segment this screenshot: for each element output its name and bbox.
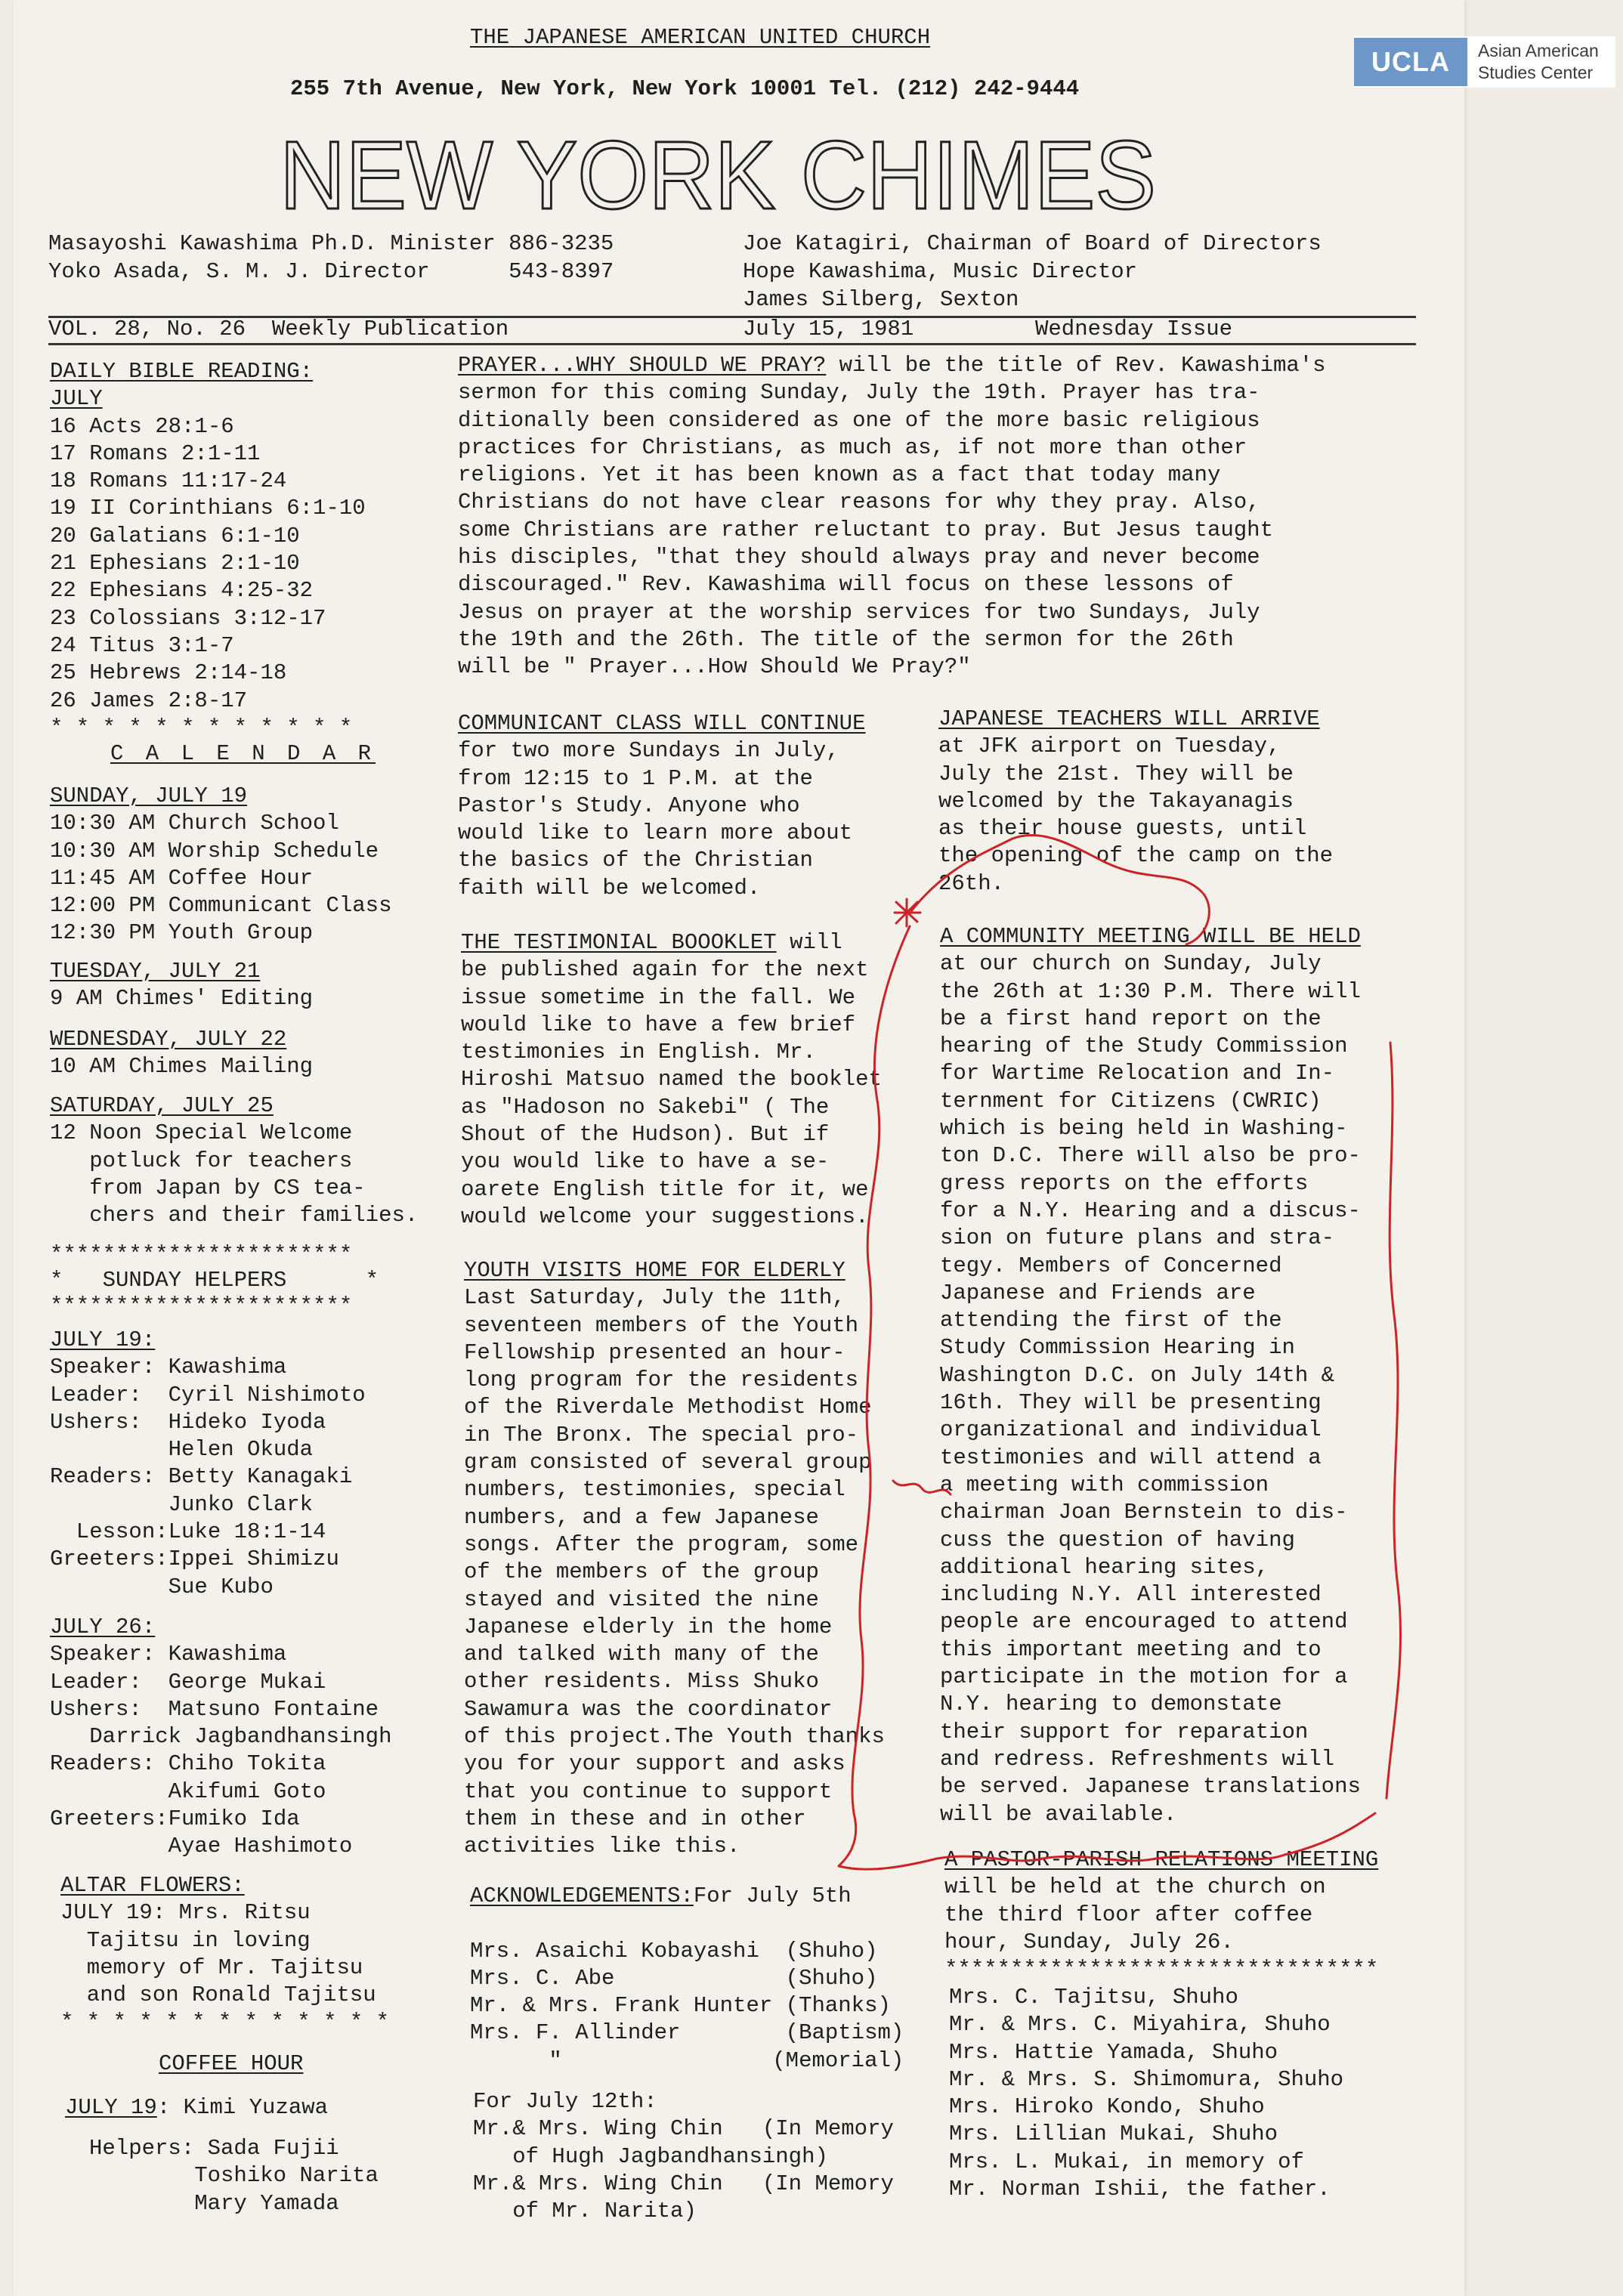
- staff-left: Masayoshi Kawashima Ph.D. Minister 886-3235 Yoko Asada, S. M. J. Director 543-8397: [48, 231, 614, 284]
- volume-line: VOL. 28, No. 26 Weekly Publication: [48, 317, 509, 341]
- issue-day: Wednesday Issue: [1035, 317, 1233, 341]
- coffee-hour-helpers: Helpers: Sada Fujii Toshiko Narita Mary Yamada: [89, 2136, 379, 2216]
- calendar-saturday: SATURDAY, JULY 25 12 Noon Special Welcome potluck for teachers from Japan by CS tea- chers and their families.: [50, 1093, 419, 1228]
- church-name: THE JAPANESE AMERICAN UNITED CHURCH: [470, 25, 931, 50]
- helpers-july-19: JULY 19: Speaker: Kawashima Leader: Cyril Nishimoto Ushers: Hideko Iyoda Helen Okuda Readers: Betty Kanagaki Junko Clark Lesson:Luke 18:1-14 Greeters:Ippei Shimizu Sue Kubo: [50, 1327, 366, 1599]
- calendar-sunday: SUNDAY, JULY 19 10:30 AM Church School 10:30 AM Worship Schedule 11:45 AM Coffee Hour 12:00 PM Communicant Class 12:30 PM Youth Group: [50, 783, 392, 946]
- coffee-hour-host: JULY 19: Kimi Yuzawa: [65, 2095, 329, 2120]
- ucla-asc-badge: [1354, 36, 1615, 88]
- church-address: 255 7th Avenue, New York, New York 10001 Tel. (212) 242-9444: [290, 76, 1080, 101]
- asc-label: Asian American Studies Center: [1478, 41, 1599, 82]
- calendar-tuesday: TUESDAY, JULY 21 9 AM Chimes' Editing: [50, 959, 314, 1012]
- bible-reading: DAILY BIBLE READING: JULY 16 Acts 28:1-6 17 Romans 2:1-11 18 Romans 11:17-24 19 II Corinthians 6:1-10 20 Galatians 6:1-10 21 Ephesians 2:1-10 22 Ephesians 4:25-32 23 Colossians 3:12-17 24 Titus 3:1-7 25 Hebrews 2:14-18 26 James 2:8-17 * * * * * * * * * * * *: [50, 359, 366, 740]
- calendar-wednesday: WEDNESDAY, JULY 22 10 AM Chimes Mailing: [50, 1027, 314, 1080]
- article-prayer: PRAYER...WHY SHOULD WE PRAY? will be the title of Rev. Kawashima's sermon for this coming Sunday, July the 19th. Prayer has tra- ditionally been considered as one of the more basic religious practices for Christians, as much as, if not more than other religions. Yet it has been known as a fact that today many Christians do not have clear reasons for why they pray. Also, some Christians are rather reluctant to pray. But Jesus taught his disciples, "that they should always pray and never become discouraged." Rev. Kawashima will focus on these lessons of Jesus on prayer at the worship services for two Sundays, July the 19th and the 26th. The title of the sermon for the 26th will be " Prayer...How Should We Pray?": [458, 353, 1326, 680]
- calendar-title: C A L E N D A R: [110, 741, 376, 766]
- issue-date: July 15, 1981: [743, 317, 914, 341]
- coffee-hour-title: COFFEE HOUR: [159, 2051, 304, 2076]
- shuho-list: Mrs. C. Tajitsu, Shuho Mr. & Mrs. C. Miyahira, Shuho Mrs. Hattie Yamada, Shuho Mr. & Mrs. S. Shimomura, Shuho Mrs. Hiroko Kondo, Shuho Mrs. Lillian Mukai, Shuho Mrs. L. Mukai, in memory of Mr. Norman Ishii, the father.: [949, 1985, 1344, 2202]
- article-prayer-title: PRAYER...WHY SHOULD WE PRAY?: [458, 353, 827, 378]
- article-youth-visit: YOUTH VISITS HOME FOR ELDERLY Last Saturday, July the 11th, seventeen members of the Youth Fellowship presented an hour- long program for the residents of the Riverdale Methodist Home in The Bronx. The special pro- gram consisted of several group numbers, testimonies, special numbers, and a few Japanese songs. After the program, some of the members of the group stayed and visited the nine Japanese elderly in the home and talked with many of the other residents. Miss Shuko Sawamura was the coordinator of this project.The Youth thanks you for your support and asks that you continue to support them in these and in other activities like this.: [464, 1258, 885, 1859]
- article-booklet: THE TESTIMONIAL BOOOKLET will be published again for the next issue sometime in the fall. We would like to have a few brief testimonies in English. Mr. Hiroshi Matsuo named the booklet as "Hadoson no Sakebi" ( The Shout of the Hudson). But if you would like to have a se- oarete English title for it, we would welcome your suggestions.: [461, 930, 882, 1229]
- staff-right: Joe Katagiri, Chairman of Board of Directors Hope Kawashima, Music Director James Silberg, Sexton: [743, 231, 1322, 312]
- altar-flowers: ALTAR FLOWERS: JULY 19: Mrs. Ritsu Tajitsu in loving memory of Mr. Tajitsu and son Ronald Tajitsu * * * * * * * * * * * * *: [60, 1873, 390, 2035]
- header-rule-bottom: [48, 343, 1416, 345]
- acknowledgements: ACKNOWLEDGEMENTS:For July 5th Mrs. Asaichi Kobayashi (Shuho) Mrs. C. Abe (Shuho) Mr. & Mrs. Frank Hunter (Thanks) Mrs. F. Allinder (Baptism) " (Memorial): [470, 1883, 904, 2073]
- masthead-title: NEW YORK CHIMES: [280, 122, 1156, 230]
- ucla-logo: UCLA: [1354, 38, 1467, 86]
- article-teachers: JAPANESE TEACHERS WILL ARRIVE at JFK airport on Tuesday, July the 21st. They will be welcomed by the Takayanagis as their house guests, until the opening of the camp on the 26th.: [938, 706, 1334, 896]
- article-communicant: COMMUNICANT CLASS WILL CONTINUE for two more Sundays in July, from 12:15 to 1 P.M. at the Pastor's Study. Anyone who would like to learn more about the basics of the Christian faith will be welcomed.: [458, 711, 866, 901]
- masthead: [272, 121, 1164, 234]
- sunday-helpers-banner: *********************** * SUNDAY HELPERS * ***********************: [50, 1242, 379, 1318]
- article-pastor-parish: A PASTOR-PARISH RELATIONS MEETING will be held at the church on the third floor after coffee hour, Sunday, July 26. *********************************: [944, 1847, 1379, 1982]
- helpers-july-26: JULY 26: Speaker: Kawashima Leader: George Mukai Ushers: Matsuno Fontaine Darrick Jagbandhansingh Readers: Chiho Tokita Akifumi Goto Greeters:Fumiko Ida Ayae Hashimoto: [50, 1615, 392, 1859]
- article-community-meeting: A COMMUNITY MEETING WILL BE HELD at our church on Sunday, July the 26th at 1:30 P.M. There will be a first hand report on the hearing of the Study Commission for Wartime Relocation and In- ternment for Citizens (CWRIC) which is being held in Washing- ton D.C. There will also be pro- gress reports on the efforts for a N.Y. Hearing and a discus- sion on future plans and stra- tegy. Members of Concerned Japanese and Friends are attending the first of the Study Commission Hearing in Washington D.C. on July 14th & 16th. They will be presenting organizational and individual testimonies and will attend a a meeting with commission chairman Joan Bernstein to dis- cuss the question of having additional hearing sites, including N.Y. All interested people are encouraged to attend this important meeting and to participate in the motion for a N.Y. hearing to demonstate their support for reparation and redress. Refreshments will be served. Japanese translations will be available.: [940, 924, 1361, 1827]
- acknowledgements-july-12: For July 12th: Mr.& Mrs. Wing Chin (In Memory of Hugh Jagbandhansingh) Mr.& Mrs. Wing Chin (In Memory of Mr. Narita): [473, 2089, 894, 2224]
